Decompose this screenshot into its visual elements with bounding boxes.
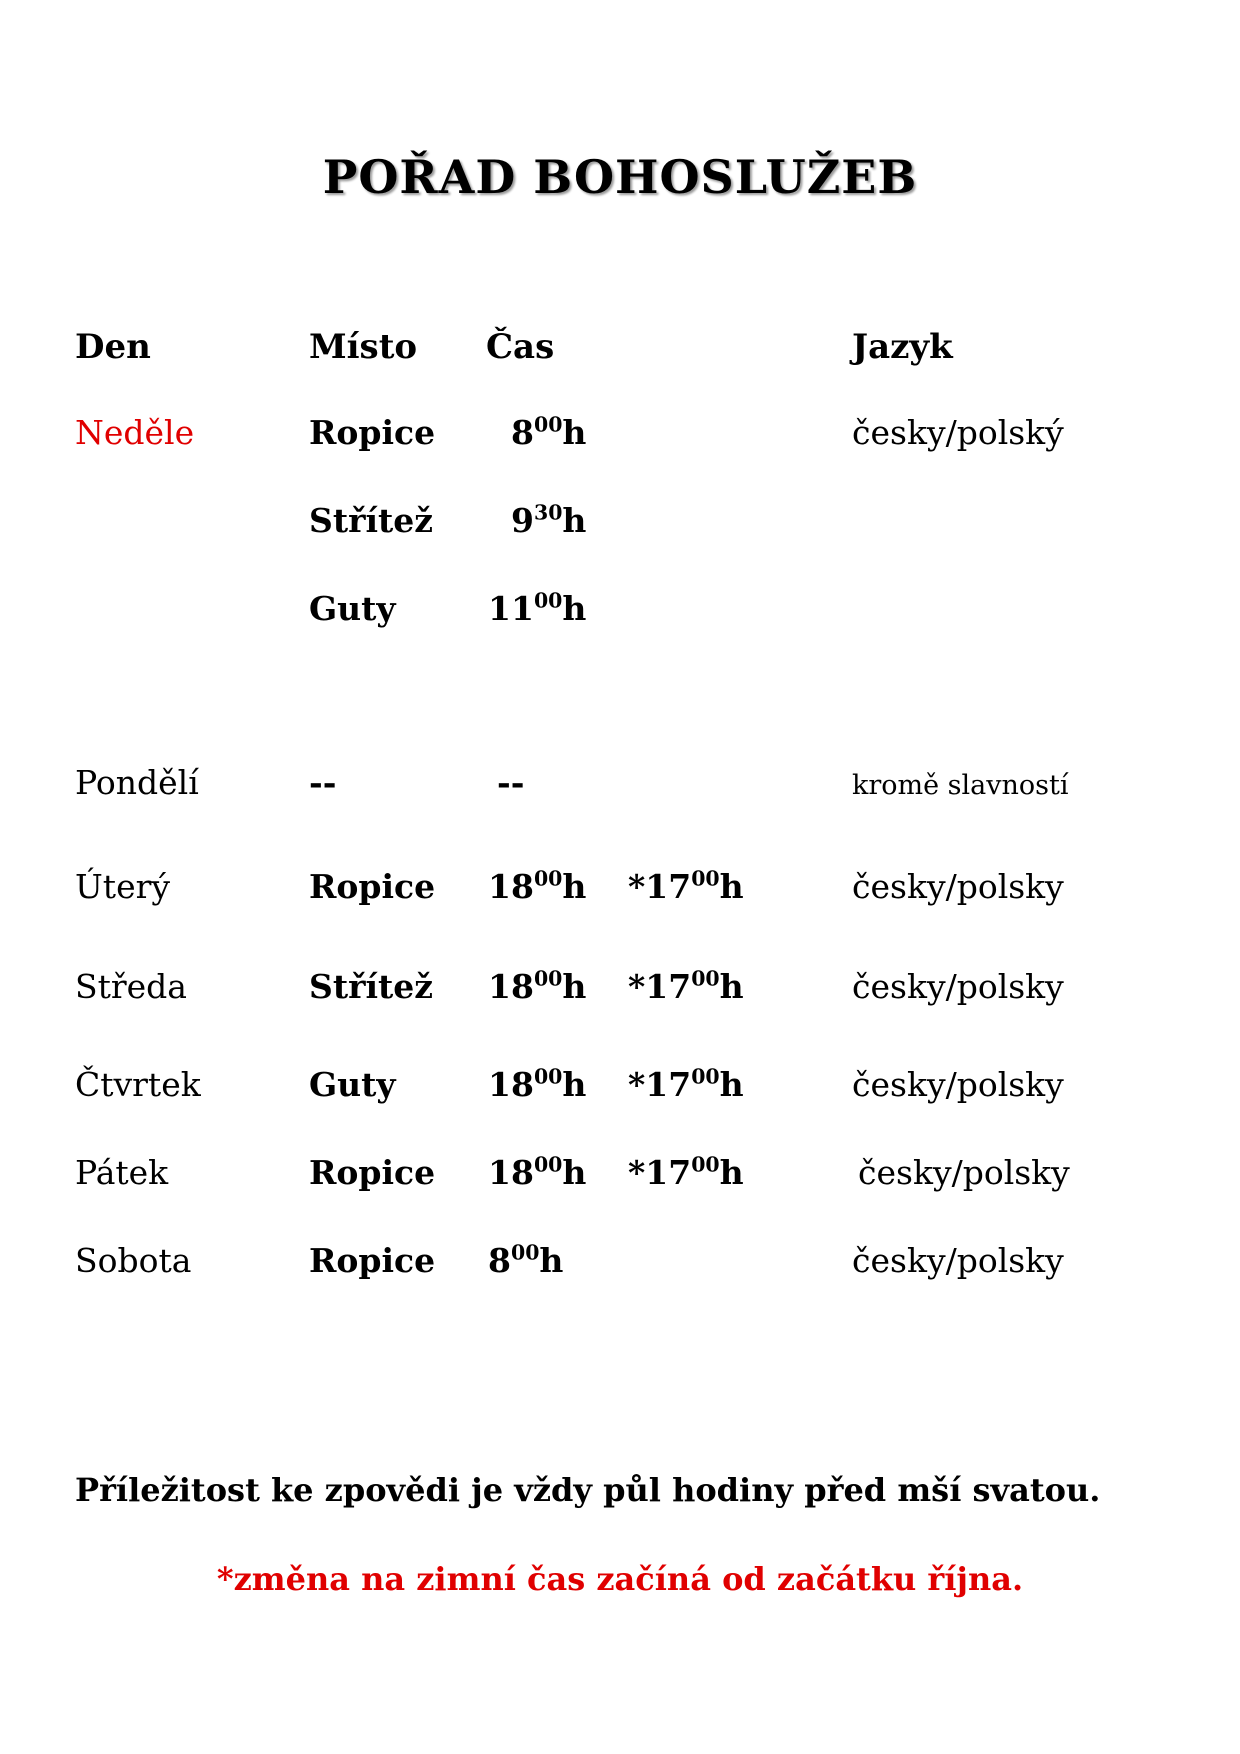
row-time: $18^{00}h$ xyxy=(488,1064,587,1104)
row-language: kromě slavností xyxy=(852,770,1069,801)
row-language: česky/polsky xyxy=(852,1065,1064,1104)
row-place: Ropice xyxy=(309,1153,436,1192)
header-place: Místo xyxy=(309,327,418,367)
row-day: Neděle xyxy=(75,413,195,452)
row-winter-time: $*17^{00}h$ xyxy=(628,966,744,1006)
row-winter-time: $*17^{00}h$ xyxy=(628,1152,744,1192)
row-time: $18^{00}h$ xyxy=(488,866,587,906)
row-winter-time: $*17^{00}h$ xyxy=(628,866,744,906)
row-place: Ropice xyxy=(309,413,436,452)
row-place: Guty xyxy=(309,589,396,628)
row-time: $18^{00}h$ xyxy=(488,1152,587,1192)
row-language: česky/polsky xyxy=(852,1241,1064,1280)
row-time: $9^{30}h$ xyxy=(511,500,587,540)
row-time: $11^{00}h$ xyxy=(488,588,587,628)
row-day: Pondělí xyxy=(75,763,199,802)
row-place: -- xyxy=(309,763,337,802)
row-time: $18^{00}h$ xyxy=(488,966,587,1006)
row-language: česky/polsky xyxy=(852,867,1064,906)
row-winter-time: $*17^{00}h$ xyxy=(628,1064,744,1104)
page-title: POŘAD BOHOSLUŽEB xyxy=(322,150,918,204)
confession-note: Příležitost ke zpovědi je vždy půl hodiny před mší svatou. xyxy=(75,1471,1101,1509)
row-language: česky/polský xyxy=(852,413,1064,452)
row-day: Pátek xyxy=(75,1153,169,1192)
row-time: -- xyxy=(497,763,525,802)
row-place: Ropice xyxy=(309,867,436,906)
row-place: Ropice xyxy=(309,1241,436,1280)
row-day: Čtvrtek xyxy=(75,1065,201,1104)
row-language: česky/polsky xyxy=(858,1153,1070,1192)
row-day: Středa xyxy=(75,967,187,1006)
row-place: Střítež xyxy=(309,501,433,540)
winter-time-note: *změna na zimní čas začíná od začátku října. xyxy=(216,1560,1024,1598)
header-language: Jazyk xyxy=(852,327,953,367)
header-day: Den xyxy=(75,327,151,367)
row-day: Úterý xyxy=(75,867,171,906)
row-time: $8^{00}h$ xyxy=(488,1240,564,1280)
row-place: Guty xyxy=(309,1065,396,1104)
row-day: Sobota xyxy=(75,1241,192,1280)
row-place: Střítež xyxy=(309,967,433,1006)
row-language: česky/polsky xyxy=(852,967,1064,1006)
header-time: Čas xyxy=(486,327,555,367)
row-time: $8^{00}h$ xyxy=(511,412,587,452)
